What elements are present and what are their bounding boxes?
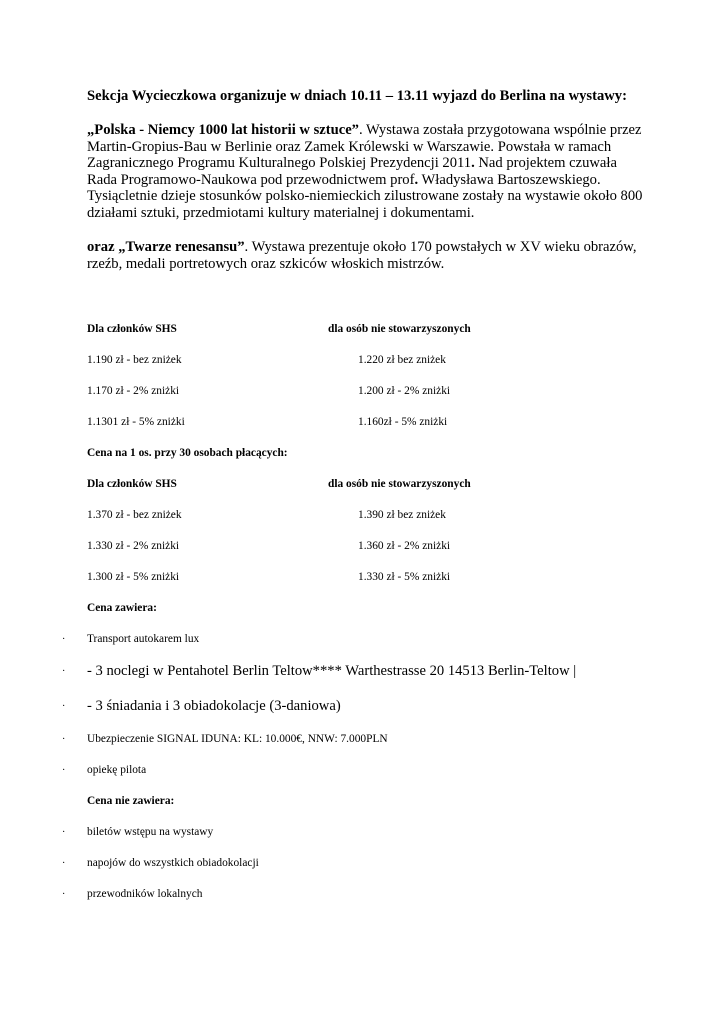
- excludes-item-drinks: napojów do wszystkich obiadokolacji: [87, 857, 259, 869]
- pricing-2-row-2-members: 1.330 zł - 2% zniżki: [87, 540, 180, 552]
- pricing-1-row-3-members: 1.1301 zł - 5% zniżki: [87, 416, 185, 428]
- exhibition-1-text-c: Władysława Bartoszewskiego. Tysiącletnie dzieje stosunków polsko-niemieckich zilustrowane zostały na wystawie około 800 działami sztuki, przedmiotami kultury materialnej i dokumentami.: [87, 171, 643, 221]
- exhibition-1-paragraph: [87, 122, 647, 222]
- pricing-2-header-members: Dla członków SHS: [87, 478, 177, 490]
- includes-item-transport: Transport autokarem lux: [87, 633, 200, 645]
- pricing-2-row-2-non-members: 1.360 zł - 2% zniżki: [358, 540, 451, 552]
- excludes-title: Cena nie zawiera:: [87, 795, 175, 807]
- bullet-icon: ·: [62, 889, 66, 900]
- group-price-label: Cena na 1 os. przy 30 osobach płacących:: [87, 447, 288, 459]
- excludes-item-guides: przewodników lokalnych: [87, 888, 203, 900]
- bullet-icon: ·: [62, 734, 66, 745]
- pricing-2-header-non-members: dla osób nie stowarzyszonych: [328, 478, 471, 490]
- includes-title: Cena zawiera:: [87, 602, 157, 614]
- exhibition-2-paragraph: [87, 239, 647, 272]
- pricing-1-header-members: Dla członków SHS: [87, 323, 177, 335]
- includes-item-pilot: opiekę pilota: [87, 764, 147, 776]
- bullet-icon: ·: [62, 827, 66, 838]
- includes-item-insurance: Ubezpieczenie SIGNAL IDUNA: KL: 10.000€, NNW: 7.000PLN: [87, 733, 388, 745]
- pricing-2-row-3-members: 1.300 zł - 5% zniżki: [87, 571, 180, 583]
- pricing-1-header-non-members: dla osób nie stowarzyszonych: [328, 323, 471, 335]
- excludes-item-tickets: biletów wstępu na wystawy: [87, 826, 214, 838]
- pricing-2-row-1-non-members: 1.390 zł bez zniżek: [358, 509, 446, 521]
- includes-item-accommodation: - 3 noclegi w Pentahotel Berlin Teltow**** Warthestrasse 20 14513 Berlin-Teltow |: [87, 663, 577, 679]
- exhibition-1-dot-1: .: [471, 155, 475, 172]
- pricing-2-row-1-members: 1.370 zł - bez zniżek: [87, 509, 182, 521]
- announcement-heading: Sekcja Wycieczkowa organizuje w dniach 10.11 – 13.11 wyjazd do Berlina na wystawy:: [87, 88, 627, 104]
- pricing-1-row-2-non-members: 1.200 zł - 2% zniżki: [358, 385, 451, 397]
- exhibition-1-text-b: Nad projektem czuwała Rada Programowo-Naukowa pod przewodnictwem prof: [87, 155, 617, 188]
- pricing-1-row-3-non-members: 1.160zł - 5% zniżki: [358, 416, 448, 428]
- exhibition-1-title: „Polska - Niemcy 1000 lat historii w sztuce”: [87, 122, 359, 138]
- bullet-icon: ·: [62, 701, 66, 712]
- pricing-2-row-3-non-members: 1.330 zł - 5% zniżki: [358, 571, 451, 583]
- pricing-1-row-1-non-members: 1.220 zł bez zniżek: [358, 354, 446, 366]
- exhibition-2-title: oraz „Twarze renesansu”: [87, 239, 245, 255]
- bullet-icon: ·: [62, 858, 66, 869]
- bullet-icon: ·: [62, 634, 66, 645]
- exhibition-2-text: . Wystawa prezentuje około 170 powstałych w XV wieku obrazów, rzeźb, medali portretowych oraz szkiców włoskich mistrzów.: [87, 239, 637, 272]
- bullet-icon: ·: [62, 666, 66, 677]
- pricing-1-row-1-members: 1.190 zł - bez zniżek: [87, 354, 182, 366]
- includes-item-meals: - 3 śniadania i 3 obiadokolacje (3-daniowa): [87, 698, 341, 714]
- pricing-1-row-2-members: 1.170 zł - 2% zniżki: [87, 385, 180, 397]
- bullet-icon: ·: [62, 765, 66, 776]
- exhibition-1-text-a: . Wystawa została przygotowana wspólnie przez Martin-Gropius-Bau w Berlinie oraz Zamek Królewski w Warszawie. Powstała w ramach Zagranicznego Programu Kulturalnego Polskiej Prezydencji 2011: [87, 122, 642, 172]
- exhibition-1-dot-2: .: [414, 171, 419, 188]
